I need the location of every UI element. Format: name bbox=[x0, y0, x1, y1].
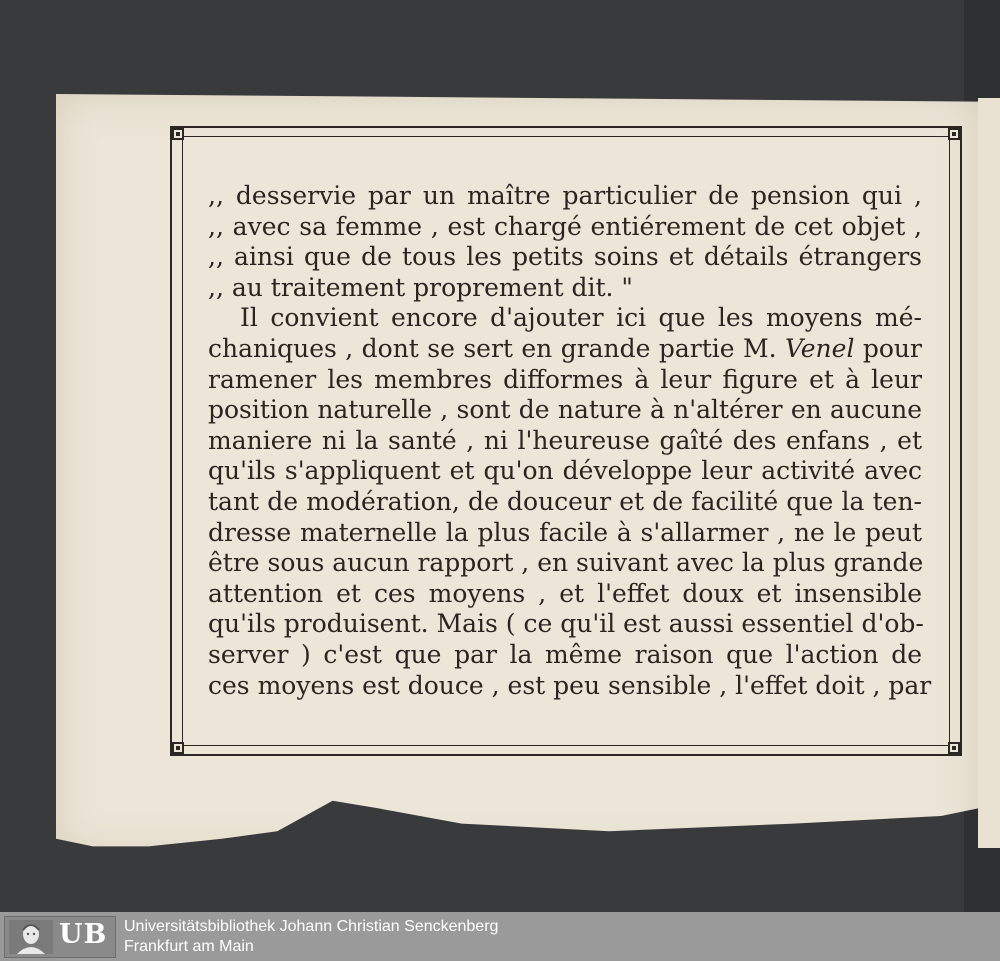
text-line: ,, au traitement proprement dit. " bbox=[208, 272, 633, 302]
border-corner-ornament bbox=[948, 128, 960, 140]
footer-bar bbox=[0, 912, 1000, 961]
page-text bbox=[208, 181, 932, 701]
border-corner-ornament bbox=[172, 742, 184, 754]
text-line: ,, avec sa femme , est chargé entiérement de cet objet , bbox=[208, 211, 922, 241]
text-line: position naturelle , sont de nature à n'altérer en aucune bbox=[208, 395, 922, 425]
text-line: ,, desservie par un maître particulier de pension qui , bbox=[208, 181, 922, 210]
text-line: ,, ainsi que de tous les petits soins et détails étrangers bbox=[208, 242, 922, 272]
text-line: être sous aucun rapport , en suivant avec la plus grande bbox=[208, 548, 924, 578]
text-line: dresse maternelle la plus facile à s'allarmer , ne le peut bbox=[208, 517, 922, 547]
text-line: qu'ils produisent. Mais ( ce qu'il est aussi essentiel d'ob- bbox=[208, 609, 924, 639]
institution-name[interactable] bbox=[124, 917, 498, 957]
goethe-portrait-icon bbox=[9, 920, 53, 954]
adjacent-page-edge bbox=[978, 98, 1000, 848]
institution-line-2: Frankfurt am Main bbox=[124, 938, 254, 955]
text-line: ces moyens est douce , est peu sensible , l'effet doit , par bbox=[208, 670, 932, 700]
ub-logo[interactable] bbox=[4, 916, 116, 958]
text-line: Il convient encore d'ajouter ici que les moyens mé- bbox=[240, 303, 922, 333]
logo-text: UB bbox=[59, 919, 108, 950]
institution-line-1: Universitätsbibliothek Johann Christian Senckenberg bbox=[124, 918, 499, 935]
text-line: chaniques , dont se sert en grande partie M. Venel pour bbox=[208, 333, 922, 363]
text-line: tant de modération, de douceur et de facilité que la ten- bbox=[208, 486, 922, 516]
text-line: server ) c'est que par la même raison que l'action de bbox=[208, 639, 922, 669]
border-corner-ornament bbox=[948, 742, 960, 754]
text-line: maniere ni la santé , ni l'heureuse gaîté des enfans , et bbox=[208, 425, 922, 455]
text-line: ramener les membres difformes à leur figure et à leur bbox=[208, 364, 922, 394]
text-line: attention et ces moyens , et l'effet doux et insensible bbox=[208, 578, 922, 608]
proper-name: Venel bbox=[785, 333, 855, 363]
text-line: qu'ils s'appliquent et qu'on développe leur activité avec bbox=[208, 456, 922, 486]
border-corner-ornament bbox=[172, 128, 184, 140]
